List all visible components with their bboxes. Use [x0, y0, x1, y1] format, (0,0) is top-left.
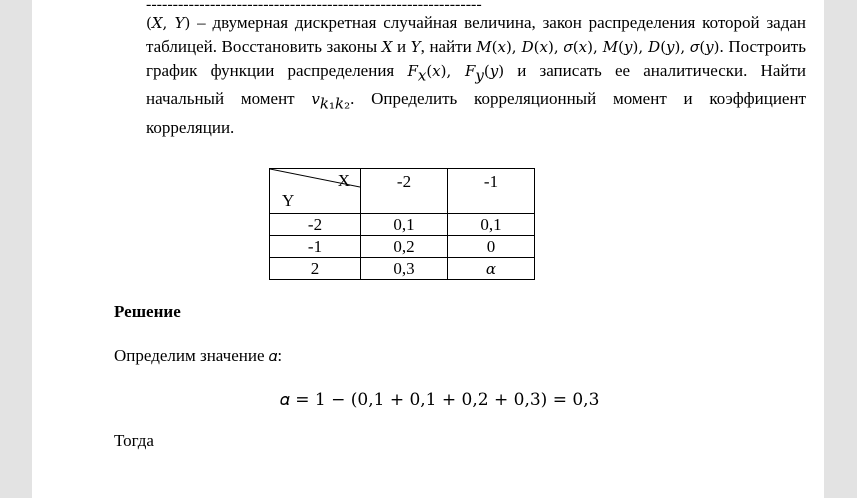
table-cell: 0,3: [361, 258, 448, 280]
alpha-intro-line: [114, 346, 282, 366]
fx-symbol: 𝐹: [407, 62, 418, 80]
problem-text-3: . Построить график функции распределения: [146, 37, 806, 80]
table-row: [270, 258, 535, 280]
row-header: -1: [270, 236, 361, 258]
table-cell: 0,1: [448, 214, 535, 236]
problem-text-4: и записать ее аналитически. Найти начальный момент: [146, 61, 806, 109]
alpha-formula: 𝛼 = 1 − (0,1 + 0,1 + 0,2 + 0,3) = 0,3: [280, 390, 600, 410]
table-row: [270, 236, 535, 258]
problem-text-5: . Определить корреляционный момент и коэффициент корреляции.: [146, 89, 806, 137]
header-x-label: X: [337, 171, 350, 190]
distribution-table: [269, 168, 535, 280]
and-text: и: [392, 37, 411, 56]
fx-subscript: 𝑥: [417, 66, 427, 85]
column-header: -1: [448, 169, 535, 214]
problem-block: [146, 0, 806, 140]
fx-argument: (𝑥),: [426, 62, 465, 80]
solution-heading: Решение: [114, 302, 181, 321]
problem-text-2: , найти: [420, 37, 477, 56]
nu-subscript: 𝑘₁𝑘₂: [319, 94, 351, 113]
fy-symbol: 𝐹: [464, 62, 476, 80]
then-text: Тогда: [114, 431, 154, 450]
problem-text-1: – двумерная дискретная случайная величина, закон распределения которой задан таблицей. Восстановить законы: [146, 13, 806, 56]
column-header: -2: [361, 169, 448, 214]
var-y: 𝑌: [410, 38, 421, 56]
table-cell: 0,2: [361, 236, 448, 258]
nu-symbol: 𝑣: [311, 90, 320, 109]
fy-subscript: 𝑦: [475, 66, 484, 85]
alpha-symbol: 𝛼: [268, 347, 278, 365]
header-y-label: Y: [282, 191, 295, 210]
row-header: -2: [270, 214, 361, 236]
var-x: 𝑋: [381, 38, 393, 56]
alpha-intro-text: Определим значение: [114, 346, 269, 365]
functions-list: 𝑀(𝑥), 𝐷(𝑥), 𝜎(𝑥), 𝑀(𝑦), 𝐷(𝑦), 𝜎(𝑦): [476, 38, 720, 56]
table-row: [270, 214, 535, 236]
table-corner-cell: [270, 169, 361, 214]
row-header: 2: [270, 258, 361, 280]
fy-argument: (𝑦): [483, 62, 505, 80]
colon-text: :: [277, 346, 283, 365]
separator-line: ---------------------------------------------------------------: [146, 0, 482, 10]
table-cell: 0,1: [361, 214, 448, 236]
table-header-row: [270, 169, 535, 214]
problem-statement: [146, 11, 806, 140]
table-cell-alpha: α: [448, 258, 535, 280]
table-cell: 0: [448, 236, 535, 258]
pair-xy: (𝑋, 𝑌): [146, 14, 191, 32]
